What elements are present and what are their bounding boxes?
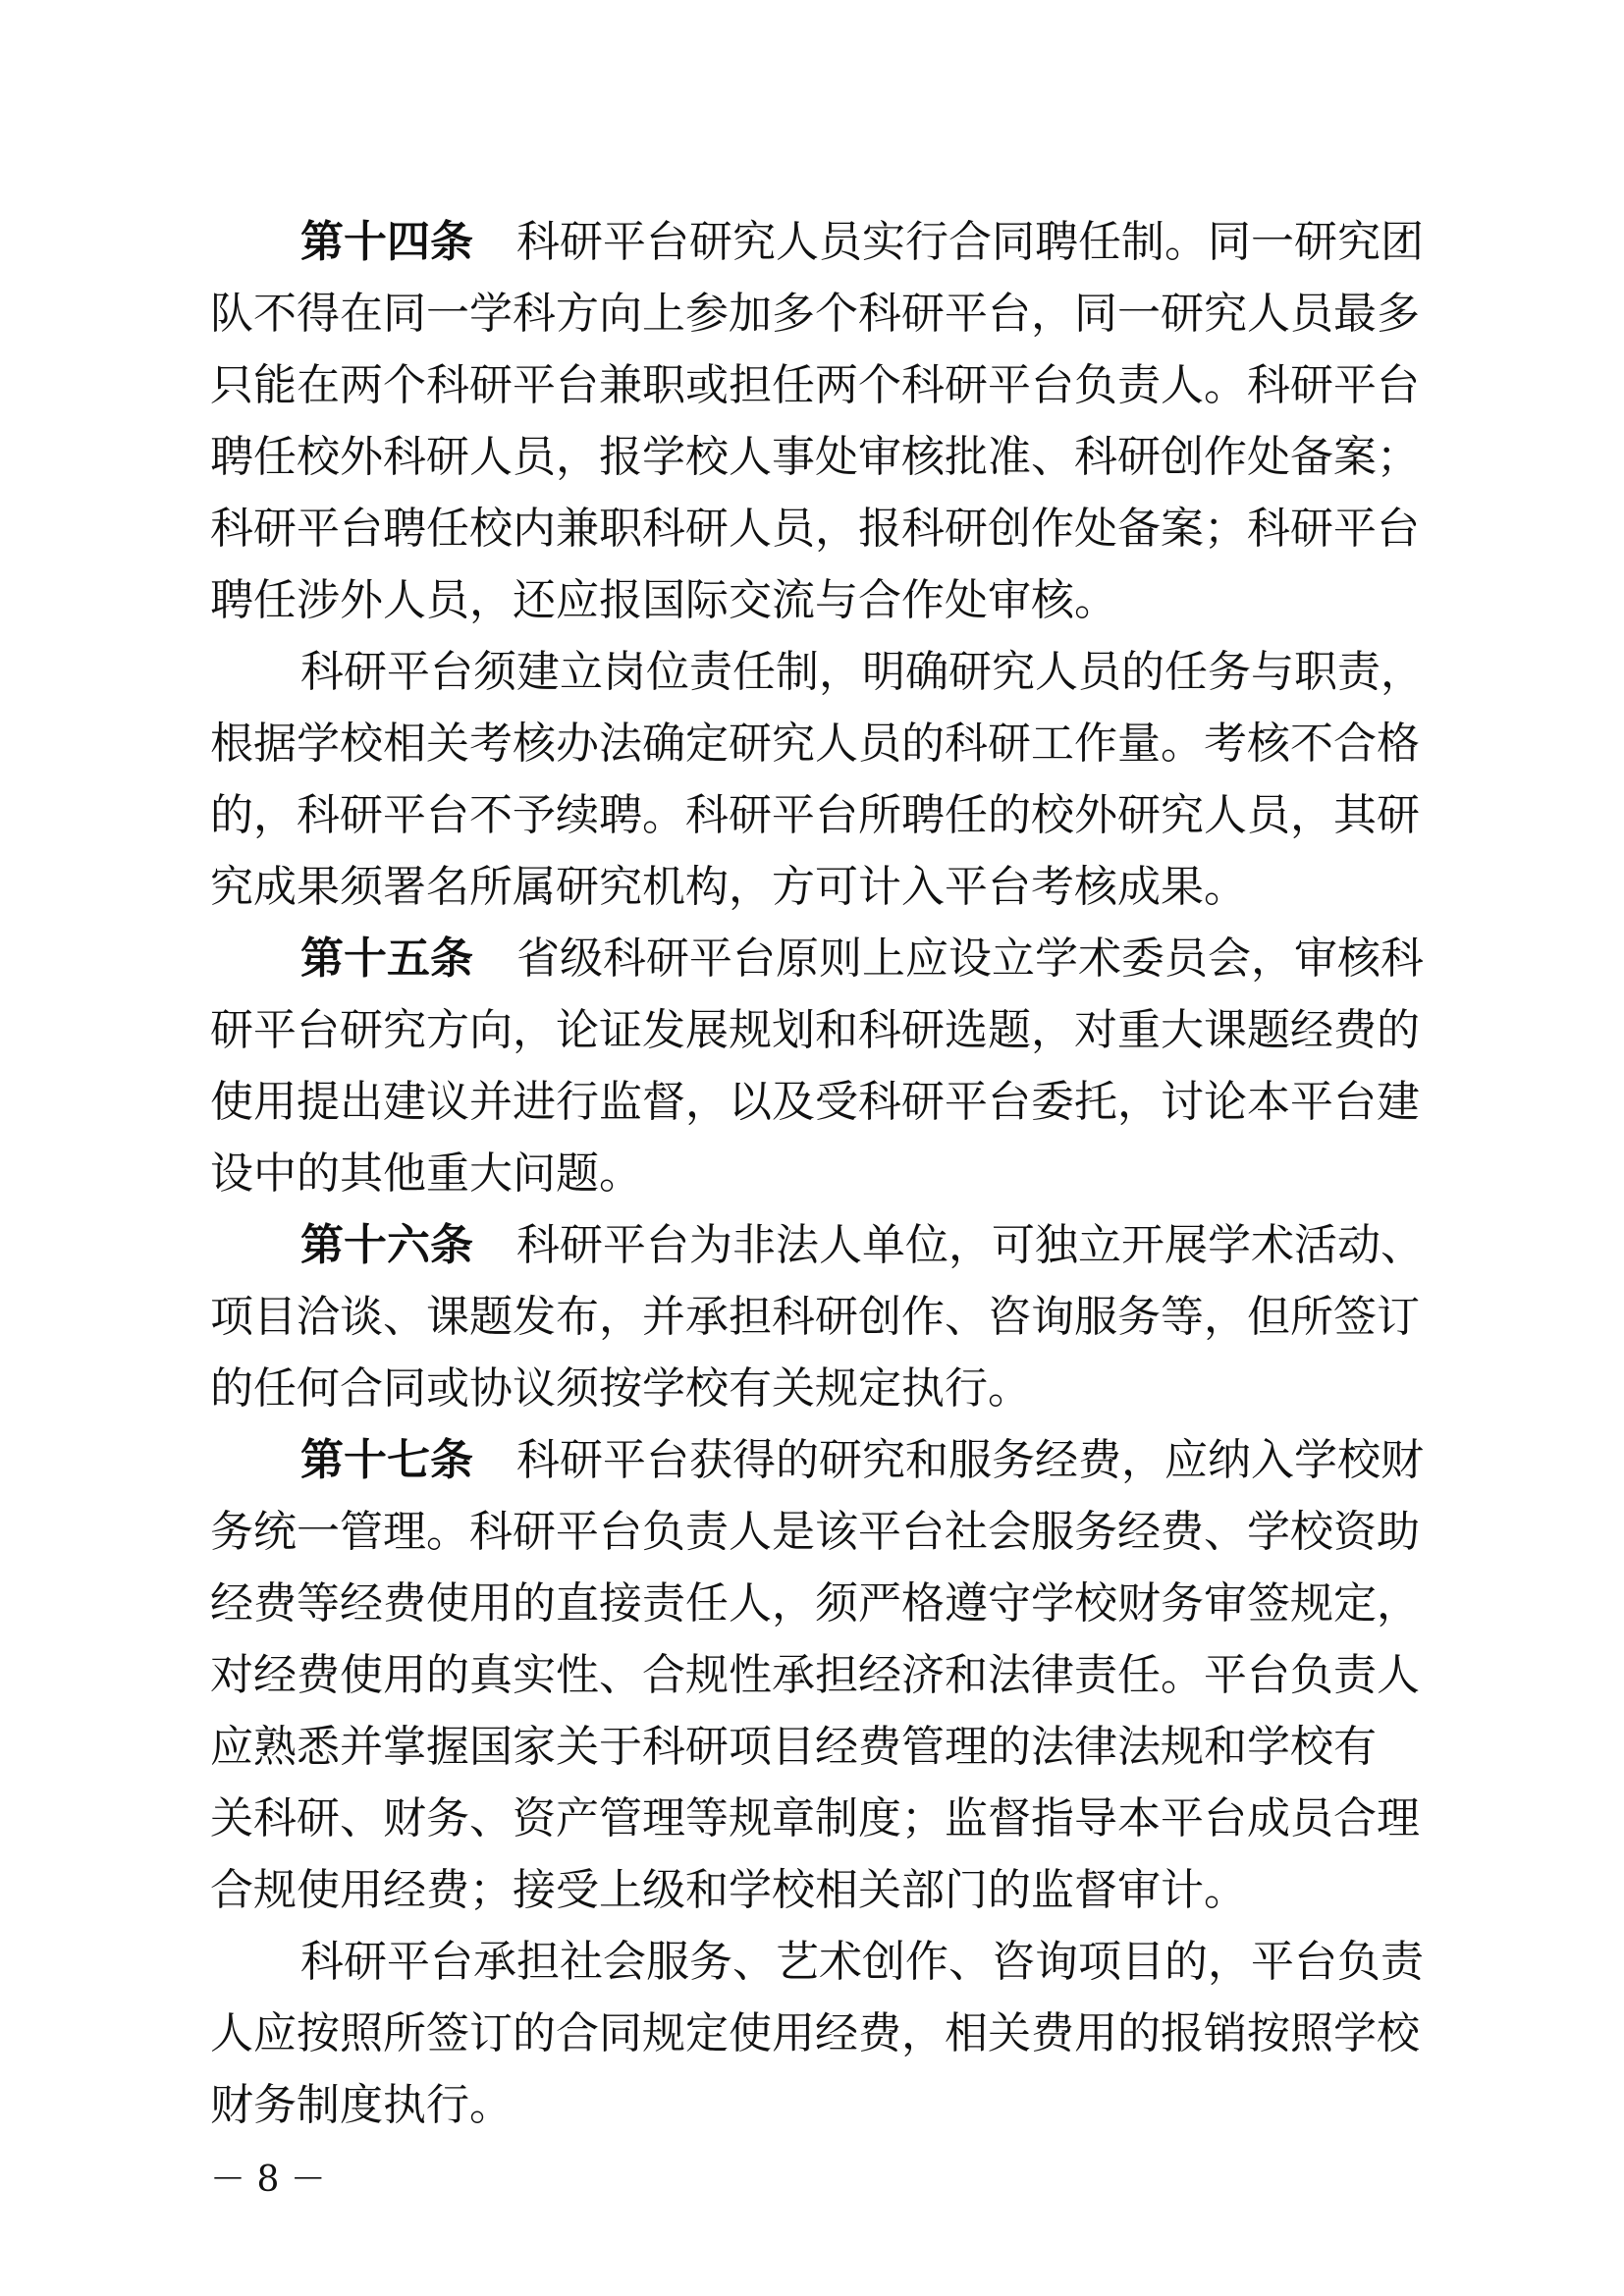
text-line: 的任何合同或协议须按学校有关规定执行。 — [210, 1363, 1031, 1414]
text-line: 科研平台须建立岗位责任制，明确研究人员的任务与职责， — [300, 647, 1424, 697]
text-line: 聘任涉外人员，还应报国际交流与合作处审核。 — [210, 575, 1117, 625]
text-line: 关科研、财务、资产管理等规章制度；监督指导本平台成员合理 — [210, 1793, 1420, 1843]
text-line — [210, 206, 1424, 278]
text-line — [210, 1424, 1424, 1496]
article-17-continuation-paragraph — [210, 1926, 1424, 2141]
text-line: 的，科研平台不予续聘。科研平台所聘任的校外研究人员，其研 — [210, 790, 1420, 840]
article-14-paragraph — [210, 206, 1424, 636]
text-line: 务统一管理。科研平台负责人是该平台社会服务经费、学校资助 — [210, 1507, 1420, 1557]
page-number: － 8 － — [210, 2160, 326, 2200]
text-line: 聘任校外科研人员，报学校人事处审核批准、科研创作处备案； — [210, 432, 1420, 482]
text-line: 科研平台聘任校内兼职科研人员，报科研创作处备案；科研平台 — [210, 504, 1420, 554]
text-line: 究成果须署名所属研究机构，方可计入平台考核成果。 — [210, 862, 1247, 912]
line-text: 科研平台研究人员实行合同聘任制。同一研究团 — [516, 217, 1424, 267]
article-15-paragraph — [210, 923, 1424, 1209]
line-text: 省级科研平台原则上应设立学术委员会，审核科 — [516, 934, 1424, 984]
article-number: 第十七条 — [300, 1435, 473, 1485]
text-line: 研平台研究方向，论证发展规划和科研选题，对重大课题经费的 — [210, 1005, 1420, 1055]
line-text: 科研平台为非法人单位，可独立开展学术活动、 — [516, 1220, 1424, 1270]
article-14-continuation-paragraph — [210, 636, 1424, 923]
text-line: 财务制度执行。 — [210, 2080, 513, 2130]
text-line: 科研平台承担社会服务、艺术创作、咨询项目的，平台负责 — [300, 1937, 1424, 1987]
article-17-paragraph — [210, 1424, 1424, 1926]
text-line: 人应按照所签订的合同规定使用经费，相关费用的报销按照学校 — [210, 2008, 1420, 2058]
text-line: 使用提出建议并进行监督，以及受科研平台委托，讨论本平台建 — [210, 1077, 1420, 1127]
text-line: 经费等经费使用的直接责任人，须严格遵守学校财务审签规定， — [210, 1578, 1420, 1629]
text-line: 项目洽谈、课题发布，并承担科研创作、咨询服务等，但所签订 — [210, 1292, 1420, 1342]
line-text: 科研平台获得的研究和服务经费，应纳入学校财 — [516, 1435, 1424, 1485]
text-line: 设中的其他重大问题。 — [210, 1148, 642, 1199]
document-body — [210, 206, 1424, 2141]
text-line: 应熟悉并掌握国家关于科研项目经费管理的法律法规和学校有 — [210, 1722, 1377, 1772]
article-number: 第十六条 — [300, 1220, 473, 1270]
text-line: 只能在两个科研平台兼职或担任两个科研平台负责人。科研平台 — [210, 360, 1420, 410]
text-line: 根据学校相关考核办法确定研究人员的科研工作量。考核不合格 — [210, 719, 1420, 769]
text-line — [210, 923, 1424, 994]
article-number: 第十四条 — [300, 217, 473, 267]
text-line: 队不得在同一学科方向上参加多个科研平台，同一研究人员最多 — [210, 289, 1420, 339]
article-16-paragraph — [210, 1209, 1424, 1424]
text-line: 对经费使用的真实性、合规性承担经济和法律责任。平台负责人 — [210, 1650, 1420, 1700]
text-line — [210, 1209, 1424, 1281]
article-number: 第十五条 — [300, 934, 473, 984]
text-line: 合规使用经费；接受上级和学校相关部门的监督审计。 — [210, 1865, 1247, 1915]
